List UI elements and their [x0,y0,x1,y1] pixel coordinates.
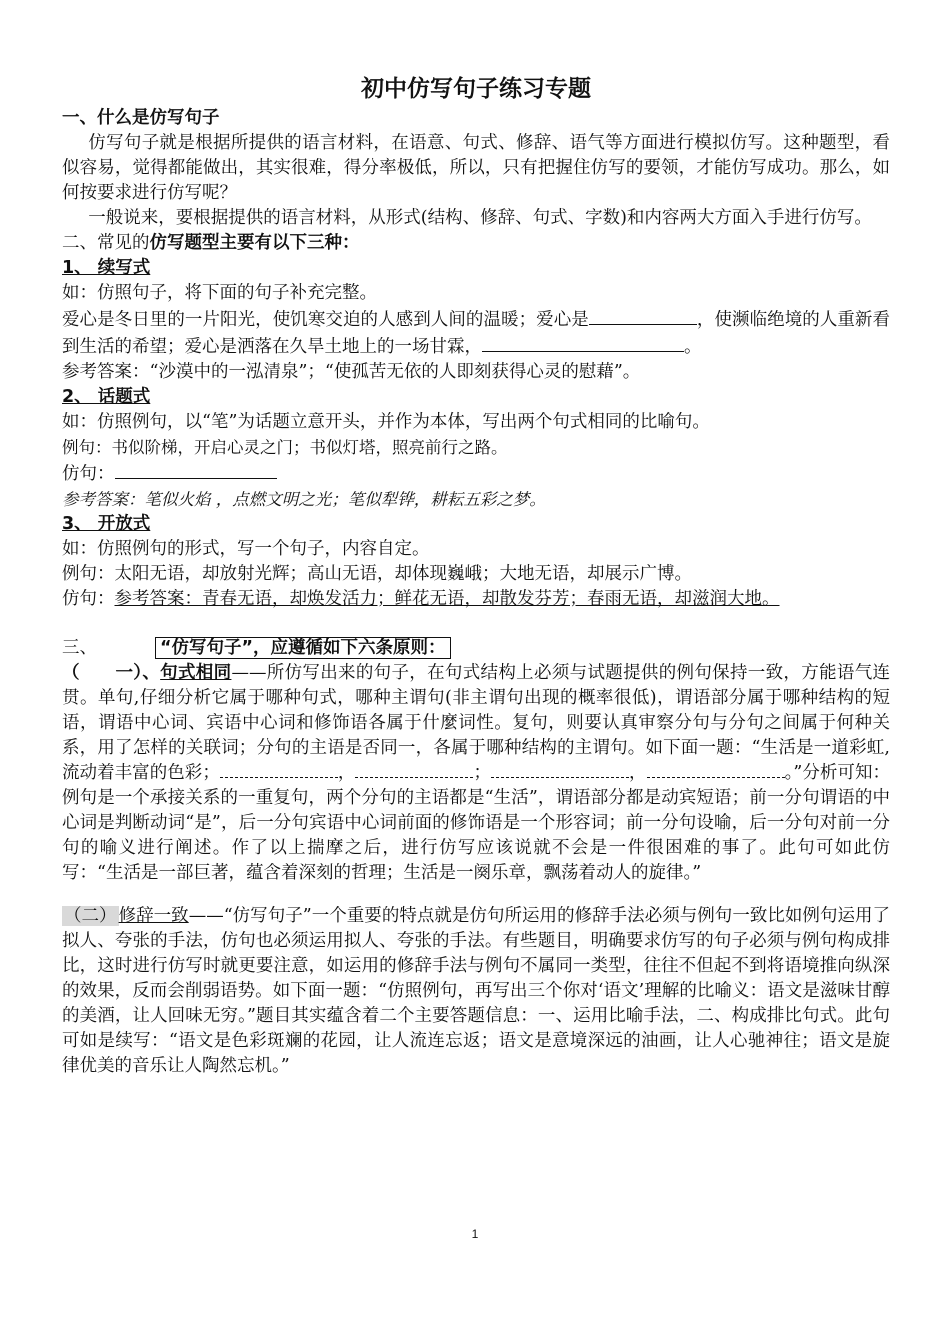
type-3-imitate-label: 仿句： [62,589,115,609]
answer-blank [355,761,473,778]
answer-blank [220,761,338,778]
rule-2-prefix: （二） [64,906,117,926]
type-1-answer: 参考答案：“沙漠中的一泓清泉”；“使孤苦无依的人即刻获得心灵的慰藉”。 [62,362,641,382]
type-2-question: 如：仿照例句，以“笔”为话题立意开头，并作为本体，写出两个句式相同的比喻句。 [62,412,710,432]
type-3-imitate [62,587,890,612]
type-2-imitate [62,460,890,487]
section-3-number: 三、 [62,638,97,658]
rule-1-prefix: （ 一）、 [62,663,161,683]
type-3-question: 如：仿照例句的形式，写一个句子，内容自定。 [62,539,430,559]
type-1-label: 1、 续写式 [62,258,151,278]
rule-1-label: 句式相同 [160,663,232,683]
section-1-paragraph-2: 一般说来，要根据提供的语言材料，从形式(结构、修辞、句式、字数)和内容两大方面入手进行仿写。 [88,208,872,228]
section-2-heading-bold: 仿写题型主要有以下三种： [149,233,360,253]
answer-blank [589,306,697,325]
rule-1-text-2: 。”分析可知：例句是一个承接关系的一重复句，两个分句的主语都是“生活”，谓语部分都是动宾短语；前一分句谓语的中心词是判断动词“是”，后一分句宾语中心词前面的修饰语是一个形容词；前一分句设喻，后一分句对前一分句的喻义进行阐述。作了以上揣摩之后，进行仿写应该说就不会是一件很困难的事了。此句可如此仿写：“生活是一部巨著，蕴含着深刻的哲理；生活是一阕乐章，飘荡着动人的旋律。” [62,763,891,883]
spacer [62,612,890,630]
type-2-imitate-label: 仿句： [62,464,115,484]
section-2-heading-prefix: 二、常见的 [62,233,150,253]
answer-blank [491,761,629,778]
section-3-heading-text: “仿写句子”，应遵循如下六条原则： [155,637,451,659]
answer-blank [115,460,277,479]
type-1-text-b: ，使濒临绝境的人重新看到生活的希望；爱心是洒落在久旱土地上的一场甘霖， [62,310,890,357]
type-3-label: 3、 开放式 [62,514,151,534]
rule-1-paragraph: （ 一）、句式相同——所仿写出来的句子，在句式结构上必须与试题提供的例句保持一致，方能语气连贯。单句,仔细分析它属于哪种句式，哪种主谓句(非主谓句出现的概率很低)，谓语部分属于哪种结构的短语，谓语中心词、宾语中心词和修饰语各属于什麼词性。复句，则要认真审察分句与分句之间属于何种关系，用了怎样的关联词；分句的主语是否同一，各属于哪种结构的主谓句。如下面一题：“生活是一道彩虹,流动着丰富的色彩； ， ； ， 。”分析可知：例句是一个承接关系的一重复句，两个分句的主语都是“生活”，谓语部分都是动宾短语；前一分句谓语的中心词是判断动词“是”，后一分句宾语中心词前面的修饰语是一个形容词；前一分句设喻，后一分句对前一分句的喻义进行阐述。作了以上揣摩之后，进行仿写应该说就不会是一件很困难的事了。此句可如此仿写：“生活是一部巨著，蕴含着深刻的哲理；生活是一阕乐章，飘荡着动人的旋律。” [62,663,891,883]
type-1-text-c: 。 [684,337,702,357]
page-number: 1 [471,1227,479,1241]
type-2-label: 2、 话题式 [62,387,151,407]
rule-2-label: 修辞一致 [118,906,189,926]
type-2-example: 例句：书似阶梯，开启心灵之门；书似灯塔，照亮前行之路。 [62,438,508,457]
section-1-paragraph-1: 仿写句子就是根据所提供的语言材料，在语意、句式、修辞、语气等方面进行模拟仿写。这种题型，看似容易，觉得都能做出，其实很难，得分率极低，所以，只有把握住仿写的要领，才能仿写成功。那么，如何按要求进行仿写呢？ [62,133,890,203]
type-1-question: 如：仿照句子，将下面的句子补充完整。 [62,283,377,303]
rule-2-text-1: ——“仿写句子”一个重要的特点就是仿句所运用的修辞手法必须与例句一致比如例句运用了拟人、夸张的手法，仿句也必须运用拟人、夸张的手法。有些题目，明确要求仿写的句子必须与例句构成排比，这时进行仿写时就更要注意，如运用的修辞手法与例句不属同一类型，往往不但起不到将语境推向纵深的效果，反而会削弱语势。 [62,906,891,1001]
type-3-example: 例句：太阳无语，却放射光辉；高山无语，却体现巍峨；大地无语，却展示广博。 [62,564,692,584]
rule-2-paragraph [62,904,890,1079]
page-content [62,72,890,1079]
section-2-heading [62,231,890,256]
type-1-text [62,306,890,360]
section-1-heading: 一、什么是仿写句子 [62,108,220,128]
type-3-imitate-answer: 参考答案：青春无语，却焕发活力；鲜花无语，却散发芬芳；春雨无语，却滋润大地。 [114,589,780,609]
rule-1-text-1: ——所仿写出来的句子，在句式结构上必须与试题提供的例句保持一致，方能语气连贯。单句,仔细分析它属于哪种句式，哪种主谓句(非主谓句出现的概率很低)，谓语部分属于哪种结构的短语，谓语中心词、宾语中心词和修饰语各属于什麼词性。复句，则要认真审察分句与分句之间属于何种关系，用了怎样的关联词；分句的主语是否同一，各属于哪种结构的主谓句。如下面一题：“生活是一道彩虹,流动着丰富的色彩； [62,663,891,783]
spacer [62,886,890,904]
page-title: 初中仿写句子练习专题 [361,76,591,102]
answer-blank [482,333,684,352]
type-1-text-a: 爱心是冬日里的一片阳光，使饥寒交迫的人感到人间的温暖；爱心是 [62,310,589,330]
type-2-answer: 参考答案：笔似火焰 ，点燃文明之光；笔似犁铧，耕耘五彩之梦。 [62,490,546,509]
answer-blank [647,761,785,778]
rule-2-text-2: 如下面一题：“仿照例句，再写出三个你对‘语文’理解的比喻义：语文是滋味甘醇的美酒，让人回味无穷。”题目其实蕴含着二个主要答题信息：一、运用比喻手法，二、构成排比句式。此句可如是续写：“语文是色彩斑斓的花园，让人流连忘返；语文是意境深远的油画，让人心驰神往；语文是旋律优美的音乐让人陶然忘机。” [62,981,890,1076]
section-3-heading [62,636,890,661]
